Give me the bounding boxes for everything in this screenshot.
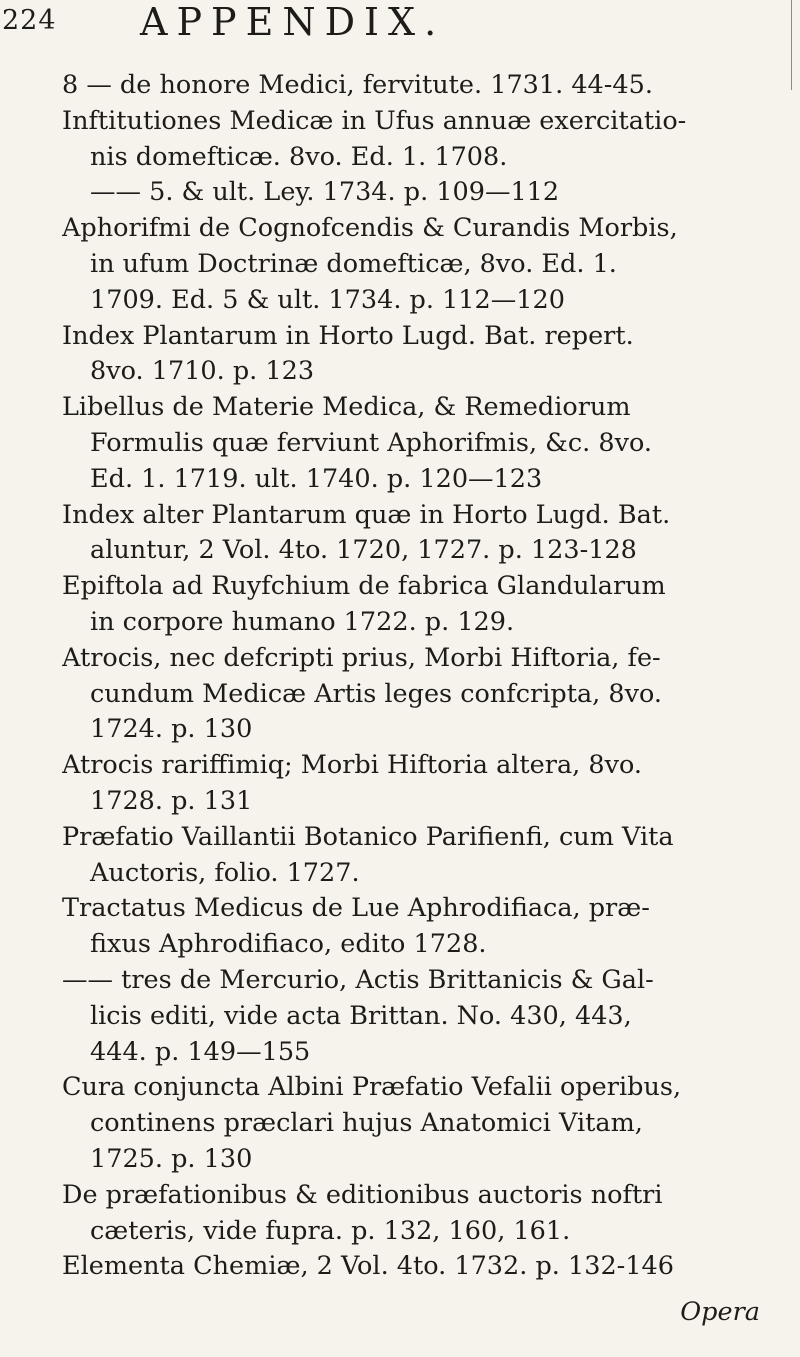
entry-line: Auctoris, folio. 1727. <box>90 857 360 888</box>
entry-line: —— 5. & ult. Ley. 1734. p. 109—112 <box>90 177 560 208</box>
entry-line: Elementa Chemiæ, 2 Vol. 4to. 1732. p. 132-146 <box>62 1251 674 1282</box>
entry-line: Libellus de Materie Medica, & Remediorum <box>62 392 631 423</box>
entry-line: 1728. p. 131 <box>90 785 253 816</box>
entry-line: in corpore humano 1722. p. 129. <box>90 606 515 637</box>
entry-line: continens præclari hujus Anatomici Vitam, <box>90 1108 643 1139</box>
entry-line: Epiftola ad Ruyfchium de fabrica Glandularum <box>62 571 666 602</box>
catchword: Opera <box>680 1297 760 1327</box>
entry-line: aluntur, 2 Vol. 4to. 1720, 1727. p. 123-128 <box>90 535 637 566</box>
entry-line: Cura conjuncta Albini Præfatio Vefalii operibus, <box>62 1072 682 1103</box>
page-edge-rule <box>791 0 792 90</box>
entry-line: Index alter Plantarum quæ in Horto Lugd. Bat. <box>62 499 671 530</box>
entry-line: 1709. Ed. 5 & ult. 1734. p. 112—120 <box>90 284 565 315</box>
entry-line: Ed. 1. 1719. ult. 1740. p. 120—123 <box>90 463 543 494</box>
entry-line: cæteris, vide fupra. p. 132, 160, 161. <box>90 1215 571 1246</box>
entry-line: 1724. p. 130 <box>90 714 253 745</box>
entry-line: licis editi, vide acta Brittan. No. 430, 443, <box>90 1000 632 1031</box>
entry-line: Præfatio Vaillantii Botanico Parifienfi, cum Vita <box>62 821 674 852</box>
entry-line: fixus Aphrodifiaco, edito 1728. <box>90 929 487 960</box>
page-number: 224 <box>2 5 57 36</box>
entry-line: Atrocis, nec defcripti prius, Morbi Hiftoria, fe- <box>62 642 661 673</box>
entry-line: Index Plantarum in Horto Lugd. Bat. repert. <box>62 320 634 351</box>
entry-line: 444. p. 149—155 <box>90 1036 311 1067</box>
entry-line: nis domefticæ. 8vo. Ed. 1. 1708. <box>90 141 508 172</box>
running-head: APPENDIX. <box>140 0 446 44</box>
entry-line: cundum Medicæ Artis leges confcripta, 8vo. <box>90 678 662 709</box>
entry-line: Atrocis rariffimiq; Morbi Hiftoria altera, 8vo. <box>62 750 643 781</box>
entry-line: Inftitutiones Medicæ in Ufus annuæ exercitatio- <box>62 105 687 136</box>
entry-line: Aphorifmi de Cognofcendis & Curandis Morbis, <box>62 213 678 244</box>
entry-line: Tractatus Medicus de Lue Aphrodifiaca, præ- <box>62 893 650 924</box>
entry-line: 1725. p. 130 <box>90 1143 253 1174</box>
entry-line: 8 — de honore Medici, fervitute. 1731. 44-45. <box>62 70 653 100</box>
entry-line: in ufum Doctrinæ domefticæ, 8vo. Ed. 1. <box>90 248 617 279</box>
entry-line: 8vo. 1710. p. 123 <box>90 356 315 387</box>
entry-line: De præfationibus & editionibus auctoris noftri <box>62 1179 663 1210</box>
bibliography-list <box>62 68 752 1285</box>
entry-line: —— tres de Mercurio, Actis Brittanicis & Gal- <box>62 964 654 995</box>
entry-line: Formulis quæ ferviunt Aphorifmis, &c. 8vo. <box>90 427 653 458</box>
